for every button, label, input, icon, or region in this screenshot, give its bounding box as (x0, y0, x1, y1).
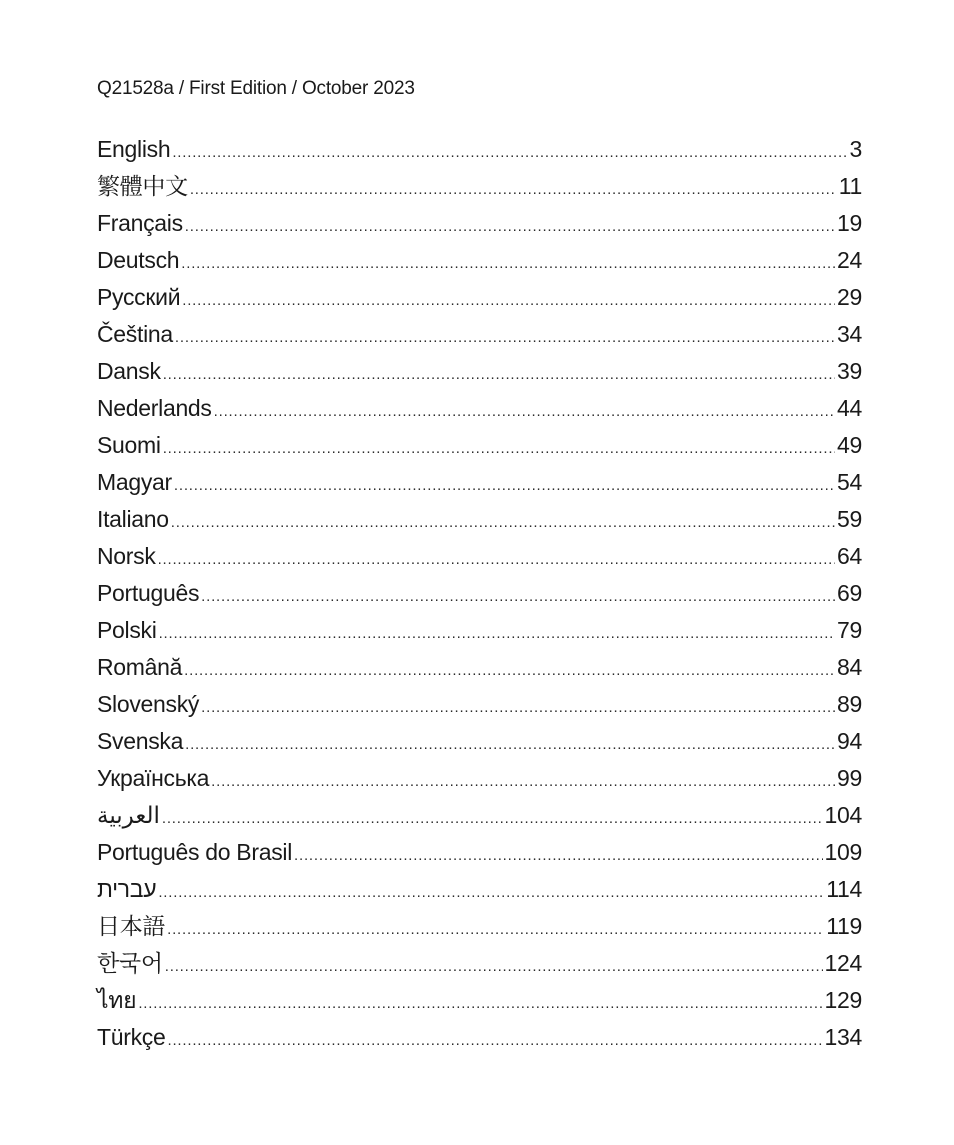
toc-dot-leader (162, 800, 823, 837)
toc-entry-label: Română (97, 654, 183, 680)
toc-dot-leader (201, 689, 835, 726)
toc-dot-leader (184, 652, 835, 689)
toc-entry-label: Slovenský (97, 691, 200, 717)
toc-dot-leader (163, 430, 835, 467)
toc-entry[interactable] (97, 945, 862, 982)
toc-entry-page: 24 (837, 247, 862, 273)
toc-entry-label: Čeština (97, 321, 173, 347)
toc-entry-page: 134 (824, 1024, 862, 1050)
toc-entry[interactable] (97, 464, 862, 501)
toc-entry-label: Suomi (97, 432, 161, 458)
toc-entry-page: 69 (837, 580, 862, 606)
toc-dot-leader (158, 874, 824, 911)
toc-entry-page: 34 (837, 321, 862, 347)
toc-entry[interactable] (97, 538, 862, 575)
toc-entry[interactable] (97, 908, 862, 945)
toc-dot-leader (211, 763, 835, 800)
toc-dot-leader (138, 985, 822, 1022)
toc-dot-leader (174, 467, 835, 504)
toc-entry[interactable] (97, 427, 862, 464)
toc-entry-page: 59 (837, 506, 862, 532)
edition-info: Q21528a / First Edition / October 2023 (97, 78, 415, 99)
toc-dot-leader (175, 319, 835, 356)
toc-entry-label: Dansk (97, 358, 161, 384)
toc-entry[interactable] (97, 871, 862, 908)
toc-entry-page: 19 (837, 210, 862, 236)
toc-entry-page: 84 (837, 654, 862, 680)
toc-dot-leader (159, 615, 835, 652)
toc-entry-label: Українська (97, 765, 210, 791)
toc-entry-label: עברית (97, 876, 157, 902)
toc-entry[interactable] (97, 575, 862, 612)
toc-entry[interactable] (97, 242, 862, 279)
toc-entry-label: 한국어 (97, 950, 163, 976)
toc-entry-label: Italiano (97, 506, 169, 532)
toc-entry[interactable] (97, 501, 862, 538)
toc-entry-page: 119 (826, 913, 862, 939)
toc-dot-leader (181, 245, 835, 282)
toc-entry[interactable] (97, 390, 862, 427)
toc-entry-label: العربية (97, 802, 160, 828)
toc-entry-label: Français (97, 210, 183, 236)
toc-entry-label: 繁體中文 (97, 173, 188, 199)
toc-entry[interactable] (97, 168, 862, 205)
toc-entry[interactable] (97, 279, 862, 316)
toc-dot-leader (182, 282, 835, 319)
toc-entry[interactable] (97, 1019, 862, 1056)
toc-dot-leader (190, 171, 837, 208)
toc-entry[interactable] (97, 649, 862, 686)
toc-entry-page: 49 (837, 432, 862, 458)
toc-entry-page: 11 (838, 173, 862, 199)
toc-entry-label: 日本語 (97, 913, 166, 939)
toc-dot-leader (185, 726, 835, 763)
toc-entry-page: 89 (837, 691, 862, 717)
toc-dot-leader (172, 134, 847, 171)
toc-entry-label: Norsk (97, 543, 156, 569)
toc-entry-page: 44 (837, 395, 862, 421)
toc-entry-label: Deutsch (97, 247, 180, 273)
toc-dot-leader (214, 393, 835, 430)
toc-dot-leader (168, 1022, 823, 1059)
toc-dot-leader (201, 578, 835, 615)
toc-entry-page: 94 (837, 728, 862, 754)
toc-dot-leader (158, 541, 835, 578)
toc-entry-label: Português (97, 580, 200, 606)
toc-entry-label: Svenska (97, 728, 184, 754)
toc-entry-label: Nederlands (97, 395, 212, 421)
toc-entry[interactable] (97, 834, 862, 871)
toc-dot-leader (171, 504, 835, 541)
toc-entry[interactable] (97, 316, 862, 353)
toc-dot-leader (167, 911, 824, 948)
toc-entry-page: 79 (837, 617, 862, 643)
toc-entry-page: 129 (824, 987, 862, 1013)
toc-entry-page: 64 (837, 543, 862, 569)
toc-entry[interactable] (97, 205, 862, 242)
toc-entry-label: Polski (97, 617, 157, 643)
table-of-contents (97, 131, 862, 1056)
toc-entry-label: Türkçe (97, 1024, 166, 1050)
toc-entry-page: 104 (824, 802, 862, 828)
toc-entry[interactable] (97, 723, 862, 760)
toc-entry-page: 99 (837, 765, 862, 791)
toc-entry-page: 114 (826, 876, 862, 902)
toc-entry-page: 109 (824, 839, 862, 865)
toc-entry-label: Português do Brasil (97, 839, 293, 865)
toc-dot-leader (185, 208, 835, 245)
toc-entry-page: 29 (837, 284, 862, 310)
toc-entry-label: Magyar (97, 469, 172, 495)
toc-entry[interactable] (97, 760, 862, 797)
toc-dot-leader (165, 948, 823, 985)
toc-entry-page: 3 (849, 136, 862, 162)
toc-entry[interactable] (97, 797, 862, 834)
toc-entry-label: English (97, 136, 171, 162)
toc-dot-leader (163, 356, 835, 393)
toc-entry[interactable] (97, 131, 862, 168)
toc-dot-leader (294, 837, 822, 874)
toc-entry[interactable] (97, 982, 862, 1019)
toc-entry[interactable] (97, 612, 862, 649)
toc-entry-label: ไทย (97, 987, 137, 1013)
toc-entry-page: 124 (824, 950, 862, 976)
toc-entry[interactable] (97, 353, 862, 390)
toc-entry[interactable] (97, 686, 862, 723)
toc-entry-page: 54 (837, 469, 862, 495)
toc-entry-page: 39 (837, 358, 862, 384)
toc-entry-label: Русский (97, 284, 181, 310)
